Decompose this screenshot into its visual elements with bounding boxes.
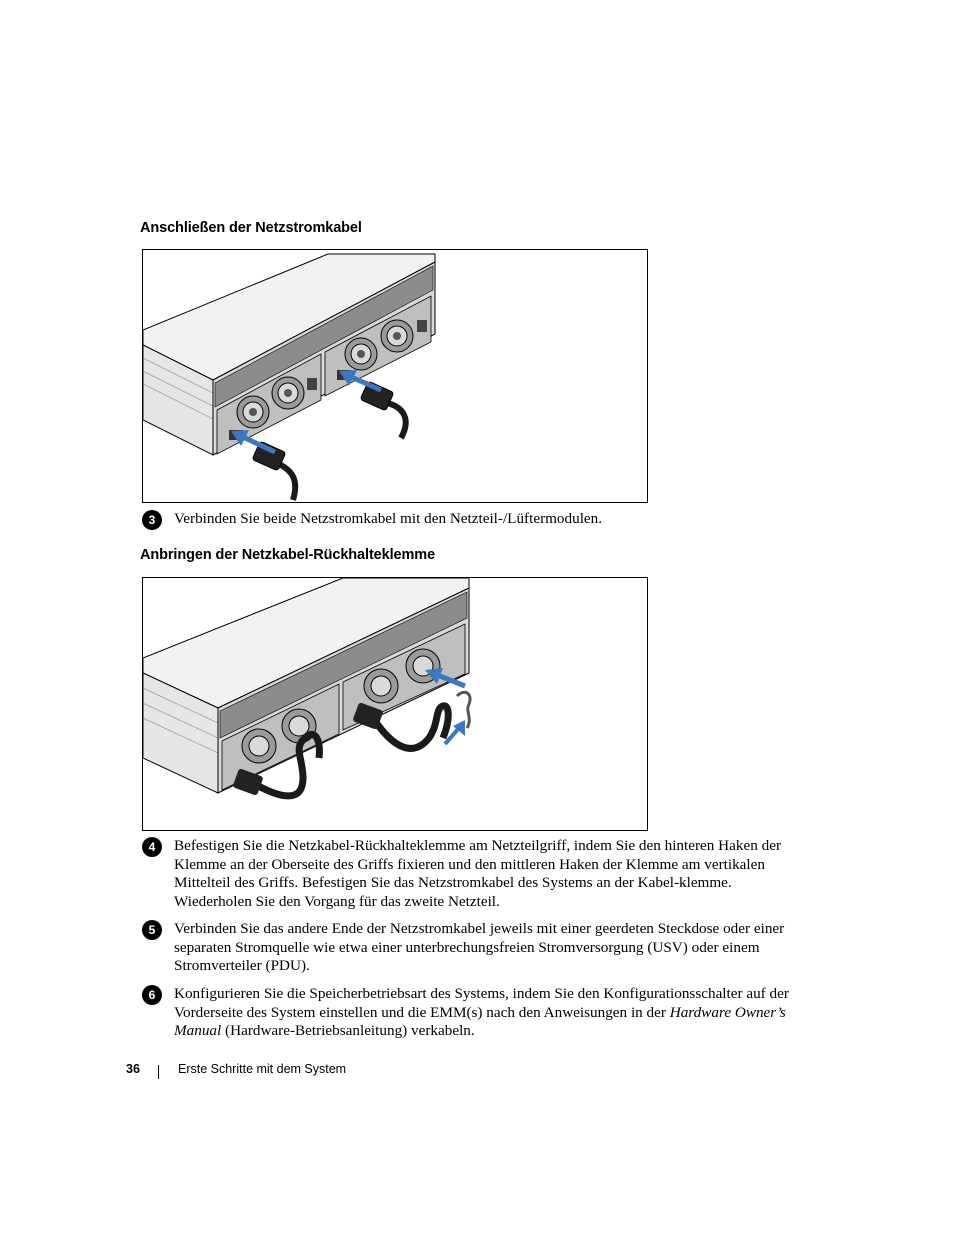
footer-divider (158, 1065, 159, 1079)
step-number-badge: 4 (142, 837, 162, 857)
illustration-retention-clip (143, 578, 648, 831)
illustration-power-cable-connection (143, 250, 648, 503)
step-text: Verbinden Sie das andere Ende der Netzstromkabel jeweils mit einer geerdeten Steckdose oder einer separaten Stromquelle wie etwa einer unterbrechungsfreien Stromversorgung (USV) oder einem Stromverteiler (PDU). (174, 920, 785, 975)
page-number: 36 (126, 1062, 140, 1076)
section-heading-retention-clip: Anbringen der Netzkabel-Rückhalteklemme (140, 547, 436, 563)
footer-title: Erste Schritte mit dem System (178, 1062, 347, 1076)
step-text-before: Konfigurieren Sie die Speicherbetriebsart des Systems, indem Sie den Konfigurationsschalter auf der Vorderseite des System einstellen und die EMM(s) nach den Anweisungen in der (174, 985, 789, 1021)
figure-connect-power-cables (142, 249, 648, 503)
step-text: Verbinden Sie beide Netzstromkabel mit den Netzteil-/Lüftermodulen. (174, 510, 603, 527)
step-number-badge: 6 (142, 985, 162, 1005)
step-number-badge: 5 (142, 920, 162, 940)
step-text: Befestigen Sie die Netzkabel-Rückhalteklemme am Netzteilgriff, indem Sie den hinteren Haken der Klemme an der Oberseite des Griffs fixieren und den mittleren Haken der Klemme am vertikalen Mittelteil des Griffs. Befestigen Sie das Netzstromkabel des Systems an der Kabel-klemme. Wiederholen Sie den Vorgang für das zweite Netzteil. (174, 837, 782, 910)
manual-title: Hardware Owner’s Manual (174, 1003, 786, 1040)
figure-attach-retention-clip (142, 577, 648, 831)
step-text-after: (Hardware-Betriebsanleitung) verkabeln. (221, 1022, 475, 1040)
step-number-badge: 3 (142, 510, 162, 530)
step-text (174, 985, 804, 1041)
section-heading-power-cables: Anschließen der Netzstromkabel (140, 220, 362, 236)
